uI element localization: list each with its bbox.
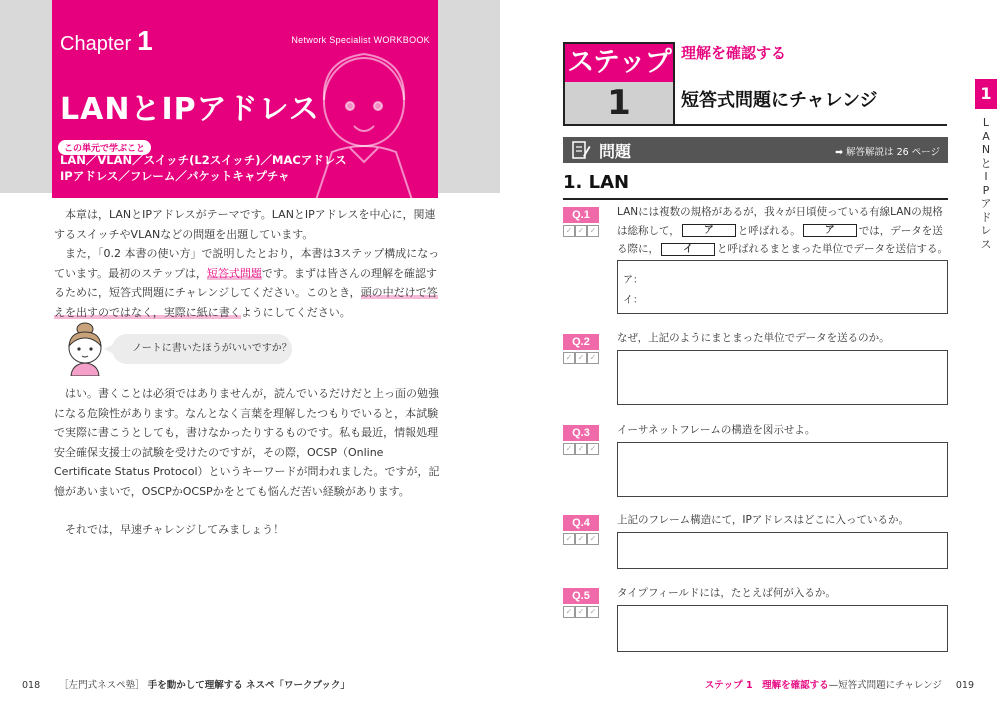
- speech-bubble: ノートに書いたほうがいいですか？: [112, 334, 292, 364]
- q4-badge: Q.4: [563, 515, 599, 531]
- section-title: 1. LAN: [563, 172, 948, 200]
- q5-checkboxes[interactable]: [563, 606, 599, 618]
- footer-bracket: ［左門式ネスペ塾］: [59, 680, 145, 691]
- q2-text: なぜ，上記のようにまとまった単位でデータを送るのか。: [617, 332, 890, 344]
- chapter-side-tab: 1: [975, 79, 997, 109]
- right-footer: [705, 677, 974, 691]
- q5-badge: Q.5: [563, 588, 599, 604]
- pencil-note-icon: [571, 140, 591, 160]
- q3-checkboxes[interactable]: [563, 443, 599, 455]
- step-divider: [675, 124, 947, 126]
- paragraph-3: はい。書くことは必須ではありませんが，読んでいるだけだと上っ面の勉強になる危険性があります。なんとなく言葉を理解したつもりでいると，本試験で実際に書こうとしても，書けなかったりするものです。私も最近，情報処理安全確保支援士の試験を受けたのですが，その際，OCSP（Online Certificate Status Protocol）というキーワードが問われました。ですが，記憶があいまいで，OSCPかOCSPかをとても悩んだ苦い経験があります。: [54, 387, 440, 498]
- answer-label-i: イ：: [623, 295, 643, 306]
- q3-text: イーサネットフレームの構造を図示せよ。: [617, 424, 816, 436]
- check-box[interactable]: ✓: [587, 443, 599, 455]
- paragraph-1: 本章は，LANとIPアドレスがテーマです。LANとIPアドレスを中心に，関連するスイッチやVLANなどの問題を出題しています。: [54, 208, 436, 241]
- check-box[interactable]: ✓: [563, 606, 575, 618]
- check-box[interactable]: ✓: [563, 225, 575, 237]
- check-box[interactable]: ✓: [587, 606, 599, 618]
- q1-text: LANには複数の規格があるが，我々が日頃使っている有線LANの規格は総称して， ア と呼ばれる。 ア では，データを送る際に， イ と呼ばれるまとまった単位でデータを送信する。: [617, 206, 948, 255]
- check-box[interactable]: ✓: [587, 352, 599, 364]
- q4-text: 上記のフレーム構造にて，IPアドレスはどこに入っているか。: [617, 514, 909, 526]
- footer-book-title: 手を動かして理解する ネスペ「ワークブック」: [147, 680, 350, 691]
- blank-a: ア: [803, 224, 857, 237]
- blank-a: ア: [682, 224, 736, 237]
- step-number: 1: [565, 82, 673, 124]
- q1-badge: Q.1: [563, 207, 599, 223]
- chapter-label: [60, 25, 153, 57]
- footer-step: ステップ 1 理解を確認する: [704, 680, 829, 691]
- check-box[interactable]: ✓: [587, 533, 599, 545]
- chapter-word: Chapter: [60, 33, 132, 55]
- check-box[interactable]: ✓: [575, 533, 587, 545]
- chapter-title: LANとIPアドレス: [60, 92, 320, 127]
- student-avatar: [60, 320, 110, 376]
- intro-paragraph: [54, 205, 440, 322]
- learn-topics-line2: IPアドレス／フレーム／パケットキャプチャ: [60, 169, 290, 183]
- check-box[interactable]: ✓: [575, 225, 587, 237]
- chapter-header: [52, 0, 438, 198]
- q3-answer-box[interactable]: [617, 442, 948, 497]
- series-name: Network Specialist WORKBOOK: [291, 35, 430, 45]
- left-footer: [22, 677, 350, 691]
- q4-answer-box[interactable]: [617, 532, 948, 569]
- answer-label-a: ア：: [623, 275, 643, 286]
- right-page-number: 019: [955, 680, 974, 691]
- q2-badge: Q.2: [563, 334, 599, 350]
- mascot-illustration: [302, 40, 432, 198]
- answer-paragraph: [54, 384, 440, 540]
- problem-label: 問題: [599, 142, 632, 161]
- chapter-number: 1: [137, 25, 153, 56]
- check-box[interactable]: ✓: [563, 443, 575, 455]
- q2-checkboxes[interactable]: [563, 352, 599, 364]
- q1-answer-box[interactable]: [617, 260, 948, 314]
- highlight-write-on-paper: 頭の中だけで答えを出すのではなく，実際に紙に書く: [54, 286, 438, 319]
- check-box[interactable]: ✓: [575, 606, 587, 618]
- check-box[interactable]: ✓: [563, 533, 575, 545]
- learn-topics-line1: LAN／VLAN／スイッチ(L2スイッチ)／MACアドレス: [60, 153, 347, 167]
- check-box[interactable]: ✓: [587, 225, 599, 237]
- paragraph-4: それでは，早速チャレンジしてみましょう！: [65, 523, 285, 536]
- answer-reference: ➡ 解答解説は 26 ページ: [835, 147, 940, 158]
- q2-answer-box[interactable]: [617, 350, 948, 405]
- check-box[interactable]: ✓: [563, 352, 575, 364]
- left-page-number: 018: [22, 680, 41, 691]
- q4-checkboxes[interactable]: [563, 533, 599, 545]
- problem-bar: [563, 137, 948, 163]
- side-chapter-title: L A N と I P ア ド レ ス: [980, 116, 992, 251]
- step-subtitle: 理解を確認する: [681, 44, 787, 62]
- step-title: 短答式問題にチャレンジ: [681, 90, 878, 111]
- highlight-short-answer: 短答式問題: [206, 266, 262, 280]
- blank-i: イ: [661, 243, 715, 256]
- q5-text: タイプフィールドには，たとえば何が入るか。: [617, 587, 836, 599]
- q1-checkboxes[interactable]: [563, 225, 599, 237]
- step-word: ステップ: [565, 44, 673, 82]
- check-box[interactable]: ✓: [575, 352, 587, 364]
- footer-step-rest: —短答式問題にチャレンジ: [828, 680, 942, 691]
- q3-badge: Q.3: [563, 425, 599, 441]
- step-badge: [563, 42, 675, 126]
- learn-tag: この単元で学ぶこと: [58, 140, 151, 155]
- paragraph-2: また，「0.2 本書の使い方」で説明したとおり，本書は3ステップ構成になっています。最初のステップは，短答式問題です。まずは皆さんの理解を確認するために，短答式問題にチャレンジしてください。このとき，頭の中だけで答えを出すのではなく，実際に紙に書くようにしてください。: [54, 247, 440, 319]
- check-box[interactable]: ✓: [575, 443, 587, 455]
- q5-answer-box[interactable]: [617, 605, 948, 652]
